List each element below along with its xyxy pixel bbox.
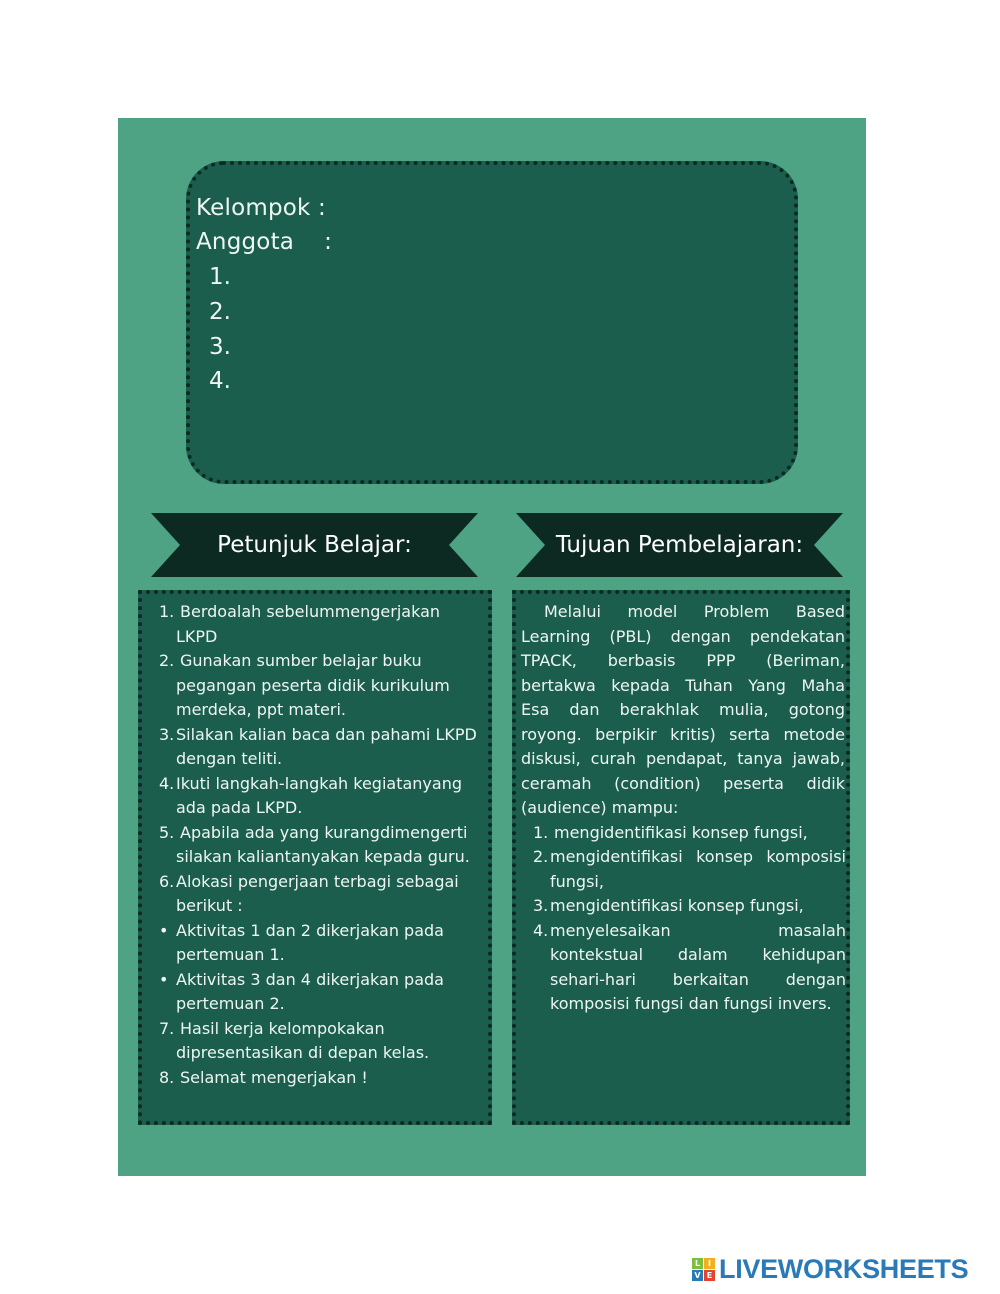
- petunjuk-list-item: [142, 968, 492, 1017]
- list-item-text: Aktivitas 3 dan 4 dikerjakan pada: [176, 969, 444, 989]
- list-marker: 6.: [159, 871, 175, 891]
- intro-line: diskusi, curah pendapat, tanya jawab,: [521, 749, 845, 768]
- petunjuk-list-item: [142, 870, 492, 919]
- list-marker: 2.: [533, 847, 549, 866]
- list-marker: •: [159, 920, 169, 940]
- list-item-text: sehari-hari berkaitan dengan: [550, 969, 846, 989]
- list-marker: 4.: [159, 773, 175, 793]
- list-item-text: Aktivitas 1 dan 2 dikerjakan pada: [176, 920, 444, 940]
- list-marker: 3.: [533, 896, 549, 915]
- petunjuk-list-item: [142, 723, 492, 772]
- list-item-text: menyelesaikan masalah: [550, 920, 846, 940]
- list-item-text: silakan kaliantanyakan kepada guru.: [176, 847, 470, 866]
- member-number: 2.: [209, 299, 231, 325]
- tujuan-pembelajaran-panel: [512, 590, 850, 1125]
- kelompok-label: Kelompok :: [196, 195, 327, 221]
- intro-line: Learning (PBL) dengan pendekatan: [521, 626, 845, 646]
- list-item-text: pertemuan 1.: [176, 945, 285, 964]
- list-item-text: mengidentifikasi konsep fungsi,: [554, 822, 808, 842]
- tujuan-list-item: [516, 845, 846, 894]
- member-number: 3.: [209, 334, 231, 360]
- list-marker: •: [159, 969, 169, 989]
- intro-line: royong. berpikir kritis) serta metode: [521, 724, 845, 744]
- list-item-text: fungsi,: [550, 871, 604, 891]
- list-item-text: Selamat mengerjakan !: [180, 1067, 368, 1087]
- petunjuk-list-item: [142, 649, 492, 723]
- list-marker: 5.: [159, 822, 175, 842]
- intro-line: Esa dan berakhlak mulia, gotong: [521, 700, 845, 719]
- list-item-text: dipresentasikan di depan kelas.: [176, 1043, 430, 1062]
- list-marker: 7.: [159, 1018, 175, 1038]
- list-item-text: ada pada LKPD.: [176, 798, 303, 817]
- petunjuk-list-item: [142, 772, 492, 821]
- tujuan-list-item: [516, 894, 846, 919]
- list-item-text: mengidentifikasi konsep komposisi: [550, 847, 846, 866]
- member-number: 4.: [209, 368, 231, 394]
- list-marker: 3.: [159, 724, 175, 744]
- list-item-text: Silakan kalian baca dan pahami LKPD: [176, 724, 477, 744]
- petunjuk-list-item: [142, 600, 492, 649]
- list-item-text: Hasil kerja kelompokakan: [180, 1018, 385, 1038]
- list-item-text: berikut :: [176, 896, 243, 915]
- list-item-text: LKPD: [176, 626, 218, 646]
- logo-text: LIVEWORKSHEETS: [719, 1253, 969, 1284]
- list-item-text: Gunakan sumber belajar buku: [180, 651, 422, 670]
- petunjuk-belajar-panel: [138, 590, 492, 1125]
- petunjuk-belajar-banner: [151, 513, 478, 577]
- intro-line: TPACK, berbasis PPP (Beriman,: [521, 651, 845, 670]
- tujuan-pembelajaran-banner: [516, 513, 843, 577]
- list-item-text: pegangan peserta didik kurikulum: [176, 675, 450, 695]
- tujuan-list-item: [516, 821, 846, 846]
- list-item-text: komposisi fungsi dan fungsi invers.: [550, 994, 832, 1013]
- list-item-text: pertemuan 2.: [176, 994, 285, 1013]
- list-item-text: Berdoalah sebelummengerjakan: [180, 602, 441, 621]
- petunjuk-list-item: [142, 919, 492, 968]
- intro-line: ceramah (condition) peserta didik: [521, 773, 845, 793]
- petunjuk-belajar-title: Petunjuk Belajar:: [217, 532, 412, 558]
- intro-line: (audience) mampu:: [521, 798, 679, 817]
- list-item-text: Alokasi pengerjaan terbagi sebagai: [176, 871, 459, 891]
- logo-blocks-icon: L I V E: [692, 1258, 715, 1281]
- group-info-box: [186, 161, 798, 484]
- list-marker: 8.: [159, 1067, 175, 1087]
- intro-line: Melalui model Problem Based: [544, 602, 845, 621]
- anggota-label: Anggota :: [196, 229, 333, 255]
- list-item-text: mengidentifikasi konsep fungsi,: [550, 896, 804, 915]
- petunjuk-list-item: [142, 1066, 492, 1091]
- list-item-text: kontekstual dalam kehidupan: [550, 945, 846, 964]
- list-item-text: merdeka, ppt materi.: [176, 700, 346, 719]
- list-item-text: Apabila ada yang kurangdimengerti: [180, 822, 468, 842]
- list-item-text: dengan teliti.: [176, 749, 283, 768]
- liveworksheets-logo: [692, 1254, 968, 1284]
- tujuan-list-item: [516, 919, 846, 1017]
- intro-line: bertakwa kepada Tuhan Yang Maha: [521, 675, 845, 695]
- petunjuk-list-item: [142, 821, 492, 870]
- petunjuk-list-item: [142, 1017, 492, 1066]
- list-item-text: Ikuti langkah-langkah kegiatanyang: [176, 773, 462, 793]
- list-marker: 4.: [533, 920, 549, 940]
- list-marker: 2.: [159, 651, 175, 670]
- tujuan-pembelajaran-title: Tujuan Pembelajaran:: [555, 532, 804, 558]
- list-marker: 1.: [533, 822, 549, 842]
- member-number: 1.: [209, 264, 231, 290]
- list-marker: 1.: [159, 602, 175, 621]
